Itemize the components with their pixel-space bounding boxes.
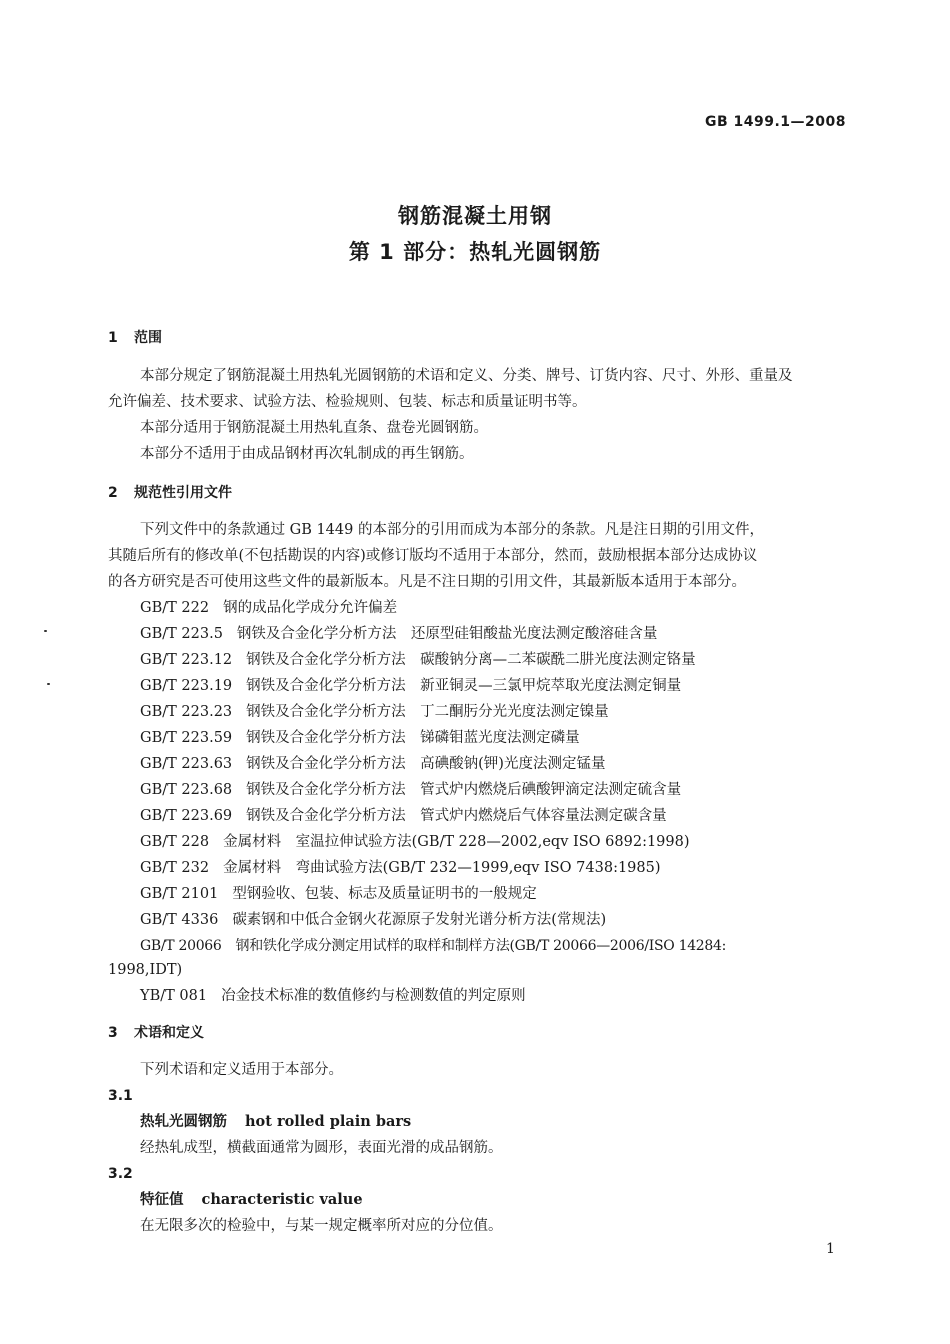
document-subtitle: 第 1 部分：热轧光圆钢筋 (348, 240, 602, 264)
paragraph-line: 本部分规定了钢筋混凝土用热轧光圆钢筋的术语和定义、分类、牌号、订货内容、尺寸、外形、重量及 (140, 368, 793, 384)
scan-speck (44, 630, 47, 632)
reference-code: GB/T 223.69 (140, 808, 233, 824)
reference-title: 钢铁及合金化学分析方法 锑磷钼蓝光度法测定磷量 (246, 730, 580, 746)
reference-item (140, 910, 606, 930)
reference-title: 钢铁及合金化学分析方法 管式炉内燃烧后碘酸钾滴定法测定硫含量 (246, 782, 682, 798)
reference-title: 型钢验收、包装、标志及质量证明书的一般规定 (232, 886, 537, 902)
reference-item (140, 806, 667, 826)
reference-code: GB/T 222 (140, 600, 210, 616)
reference-code: GB/T 228 (140, 834, 210, 850)
reference-title: 钢铁及合金化学分析方法 丁二酮肟分光光度法测定镍量 (246, 704, 609, 720)
reference-item (140, 650, 696, 670)
paragraph-line: 其随后所有的修改单(不包括勘误的内容)或修订版均不适用于本部分，然而，鼓励根据本部分达成协议 (108, 548, 758, 564)
reference-code: YB/T 081 (140, 988, 208, 1004)
standard-code: GB 1499.1—2008 (704, 114, 846, 130)
reference-title: 钢铁及合金化学分析方法 管式炉内燃烧后气体容量法测定碳含量 (246, 808, 667, 824)
document-title: 钢筋混凝土用钢 (398, 204, 552, 228)
page-number: 1 (826, 1241, 835, 1257)
term-entry (140, 1190, 363, 1210)
term-definition: 经热轧成型，横截面通常为圆形，表面光滑的成品钢筋。 (140, 1140, 503, 1156)
term-number: 3.1 (108, 1088, 133, 1104)
reference-title: 冶金技术标准的数值修约与检测数值的判定原则 (221, 988, 526, 1004)
section-title: 术语和定义 (134, 1025, 204, 1041)
reference-title: 1998,IDT) (108, 962, 183, 978)
paragraph-line: 的各方研究是否可使用这些文件的最新版本。凡是不注日期的引用文件，其最新版本适用于本部分。 (108, 574, 746, 590)
term-number: 3.2 (108, 1166, 133, 1182)
term-chinese: 特征值 (140, 1191, 184, 1208)
term-english: characteristic value (201, 1191, 363, 1208)
term-definition: 在无限多次的检验中，与某一规定概率所对应的分位值。 (140, 1218, 503, 1234)
paragraph-line: 下列术语和定义适用于本部分。 (140, 1062, 343, 1078)
section-2-heading (108, 483, 232, 503)
term-entry (140, 1112, 411, 1132)
reference-title: 钢铁及合金化学分析方法 新亚铜灵—三氯甲烷萃取光度法测定铜量 (246, 678, 682, 694)
reference-code: GB/T 223.68 (140, 782, 233, 798)
reference-item (140, 676, 681, 696)
reference-title: 碳素钢和中低合金钢火花源原子发射光谱分析方法(常规法) (232, 912, 607, 928)
section-number: 2 (108, 485, 118, 501)
reference-code: GB/T 232 (140, 860, 210, 876)
section-number: 3 (108, 1025, 118, 1041)
reference-code: GB/T 223.19 (140, 678, 233, 694)
reference-code: GB/T 223.63 (140, 756, 233, 772)
section-number: 1 (108, 330, 118, 346)
reference-code: GB/T 223.5 (140, 626, 223, 642)
reference-title: 金属材料 弯曲试验方法(GB/T 232—1999,eqv ISO 7438:1985) (223, 860, 661, 876)
reference-code: GB/T 223.23 (140, 704, 233, 720)
section-title: 规范性引用文件 (134, 485, 232, 501)
reference-item (140, 858, 661, 878)
reference-item (140, 884, 537, 904)
reference-item (140, 624, 657, 644)
scan-speck (47, 683, 50, 685)
reference-item (140, 832, 690, 852)
reference-title: 钢铁及合金化学分析方法 碳酸钠分离—二苯碳酰二肼光度法测定铬量 (246, 652, 696, 668)
reference-item (140, 936, 726, 956)
reference-code: GB/T 20066 (140, 938, 222, 954)
reference-title: 钢铁及合金化学分析方法 还原型硅钼酸盐光度法测定酸溶硅含量 (236, 626, 658, 642)
term-chinese: 热轧光圆钢筋 (140, 1113, 227, 1130)
paragraph-line: 本部分适用于钢筋混凝土用热轧直条、盘卷光圆钢筋。 (140, 420, 488, 436)
term-english: hot rolled plain bars (245, 1113, 412, 1130)
reference-title: 钢铁及合金化学分析方法 高碘酸钠(钾)光度法测定锰量 (246, 756, 606, 772)
section-1-heading (108, 328, 162, 348)
section-3-heading (108, 1023, 204, 1043)
reference-item (140, 780, 681, 800)
reference-code: GB/T 2101 (140, 886, 219, 902)
reference-item (140, 986, 526, 1006)
section-title: 范围 (134, 330, 162, 346)
reference-code: GB/T 4336 (140, 912, 219, 928)
reference-title: 钢的成品化学成分允许偏差 (223, 600, 398, 616)
reference-item (140, 598, 397, 618)
reference-code: GB/T 223.59 (140, 730, 233, 746)
reference-item-continuation (108, 960, 182, 980)
reference-item (140, 754, 605, 774)
reference-code: GB/T 223.12 (140, 652, 233, 668)
reference-title: 钢和铁化学成分测定用试样的取样和制样方法(GB/T 20066—2006/ISO 14284: (235, 938, 727, 954)
reference-item (140, 702, 609, 722)
paragraph-line: 本部分不适用于由成品钢材再次轧制成的再生钢筋。 (140, 446, 474, 462)
reference-title: 金属材料 室温拉伸试验方法(GB/T 228—2002,eqv ISO 6892:1998) (223, 834, 690, 850)
reference-item (140, 728, 580, 748)
paragraph-line: 下列文件中的条款通过 GB 1449 的本部分的引用而成为本部分的条款。凡是注日期的引用文件， (140, 522, 764, 538)
paragraph-line: 允许偏差、技术要求、试验方法、检验规则、包装、标志和质量证明书等。 (108, 394, 587, 410)
